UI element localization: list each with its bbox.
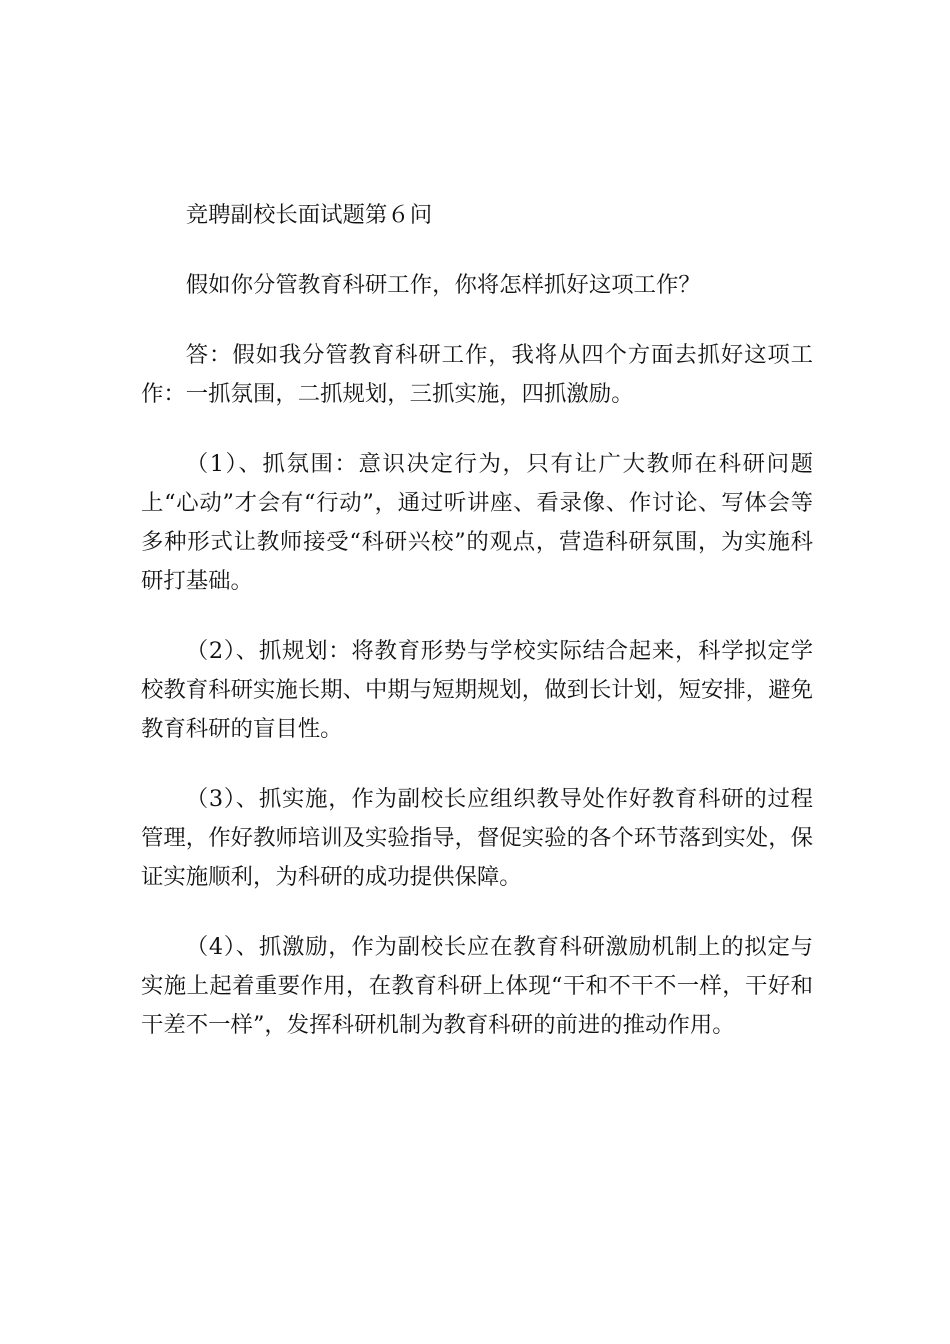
question-text: 假如你分管教育科研工作，你将怎样抓好这项工作？ <box>185 272 701 298</box>
answer-item-4: （4）、抓激励，作为副校长应在教育科研激励机制上的拟定与实施上起着重要作用，在教育科研上体现“干和不干不一样，干好和干差不一样”，发挥科研机制为教育科研的前进的推动作用。 <box>141 934 813 1038</box>
document-body <box>141 196 813 1045</box>
answer-intro: 答：假如我分管教育科研工作，我将从四个方面去抓好这项工作：一抓氛围，二抓规划，三抓实施，四抓激励。 <box>141 342 813 407</box>
document-title: 竞聘副校长面试题第６问 <box>185 202 433 228</box>
answer-item-1: （1）、抓氛围：意识决定行为，只有让广大教师在科研问题上“心动”才会有“行动”，通过听讲座、看录像、作讨论、写体会等多种形式让教师接受“科研兴校”的观点，营造科研氛围，为实施科研打基础。 <box>141 451 813 594</box>
answer-item-2: （2）、抓规划：将教育形势与学校实际结合起来，科学拟定学校教育科研实施长期、中期与短期规划，做到长计划，短安排，避免教育科研的盲目性。 <box>141 638 813 742</box>
answer-item-3: （3）、抓实施，作为副校长应组织教导处作好教育科研的过程管理，作好教师培训及实验指导，督促实验的各个环节落到实处，保证实施顺利，为科研的成功提供保障。 <box>141 786 813 890</box>
